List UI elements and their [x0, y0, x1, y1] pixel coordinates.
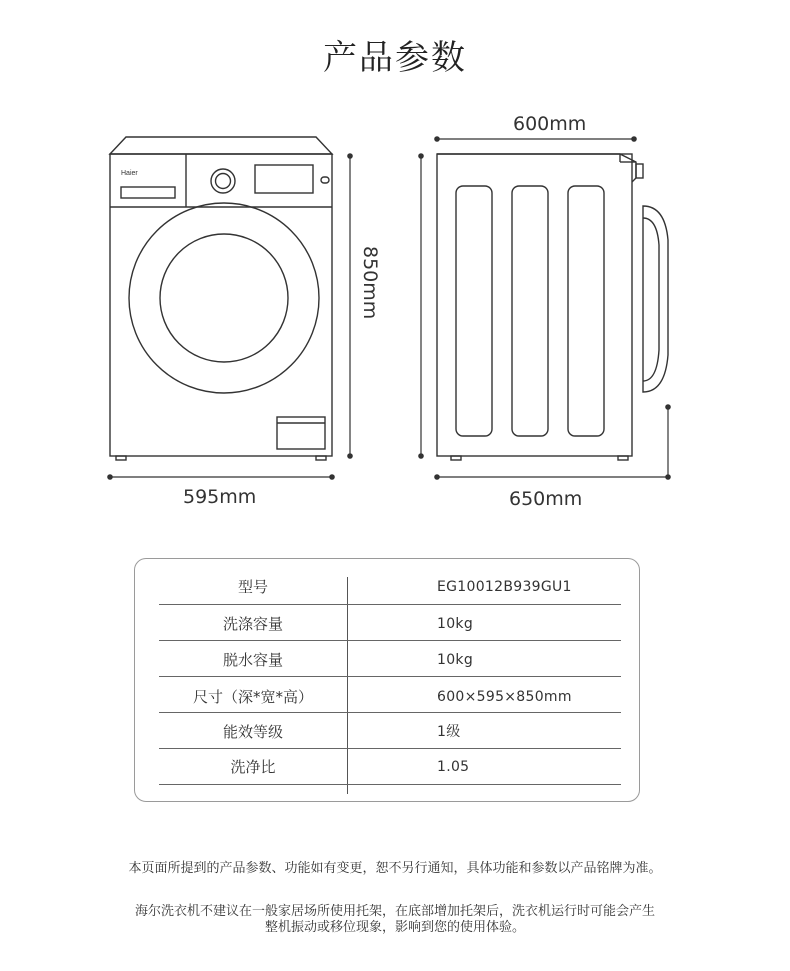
spec-row-wash-capacity [159, 606, 621, 642]
front-top-lid [110, 137, 332, 154]
row-divider [159, 640, 621, 641]
spec-row-wash-ratio [159, 749, 621, 785]
spec-value: 10kg [437, 652, 474, 668]
disclaimer-note: 本页面所提到的产品参数、功能如有变更，恕不另行通知，具体功能和参数以产品铭牌为准。 [128, 861, 662, 876]
row-divider [159, 712, 621, 713]
side-panel-3 [568, 186, 604, 436]
front-view [110, 137, 332, 460]
detergent-drawer [121, 187, 175, 198]
spec-value: EG10012B939GU1 [437, 579, 572, 595]
spec-label: 能效等级 [222, 723, 283, 741]
spec-value: 600×595×850mm [437, 689, 572, 705]
row-divider [159, 676, 621, 677]
spec-table [134, 558, 640, 802]
spec-value: 10kg [437, 616, 474, 632]
brand-label: Haier [121, 170, 138, 177]
spec-row-model [159, 569, 621, 605]
spec-value: 1.05 [437, 759, 470, 775]
door-glass [160, 234, 288, 362]
dimension-lines [108, 137, 670, 479]
spec-label: 型号 [237, 578, 268, 596]
front-body [110, 154, 332, 456]
height-label: 850mm [359, 246, 381, 320]
page-title: 产品参数 [323, 38, 467, 78]
side-body [437, 154, 632, 456]
spec-label: 脱水容量 [222, 651, 283, 669]
spec-row-spin-capacity [159, 642, 621, 678]
side-view [437, 154, 668, 460]
spec-row-size [159, 679, 621, 715]
side-panel-2 [512, 186, 548, 436]
spec-row-energy-class [159, 714, 621, 750]
spec-label: 尺寸（深*宽*高） [192, 688, 313, 706]
filter-cover [277, 417, 325, 449]
door-outer [129, 203, 319, 393]
row-divider [159, 604, 621, 605]
spec-value: 1级 [437, 724, 461, 740]
side-panel-1 [456, 186, 492, 436]
spec-label: 洗净比 [230, 758, 276, 776]
full-depth-label: 650mm [509, 488, 583, 510]
front-width-label: 595mm [183, 486, 257, 508]
bracket-warning-line2: 整机振动或移位现象，影响到您的使用体验。 [264, 920, 525, 935]
side-depth-label: 600mm [513, 113, 587, 135]
side-door-bulge [643, 206, 668, 392]
bracket-warning-line1: 海尔洗衣机不建议在一般家居场所使用托架，在底部增加托架后，洗衣机运行时可能会产生 [134, 904, 655, 919]
row-divider [159, 784, 621, 785]
program-knob [211, 169, 235, 193]
display-panel [255, 165, 313, 193]
spec-label: 洗涤容量 [222, 615, 283, 633]
